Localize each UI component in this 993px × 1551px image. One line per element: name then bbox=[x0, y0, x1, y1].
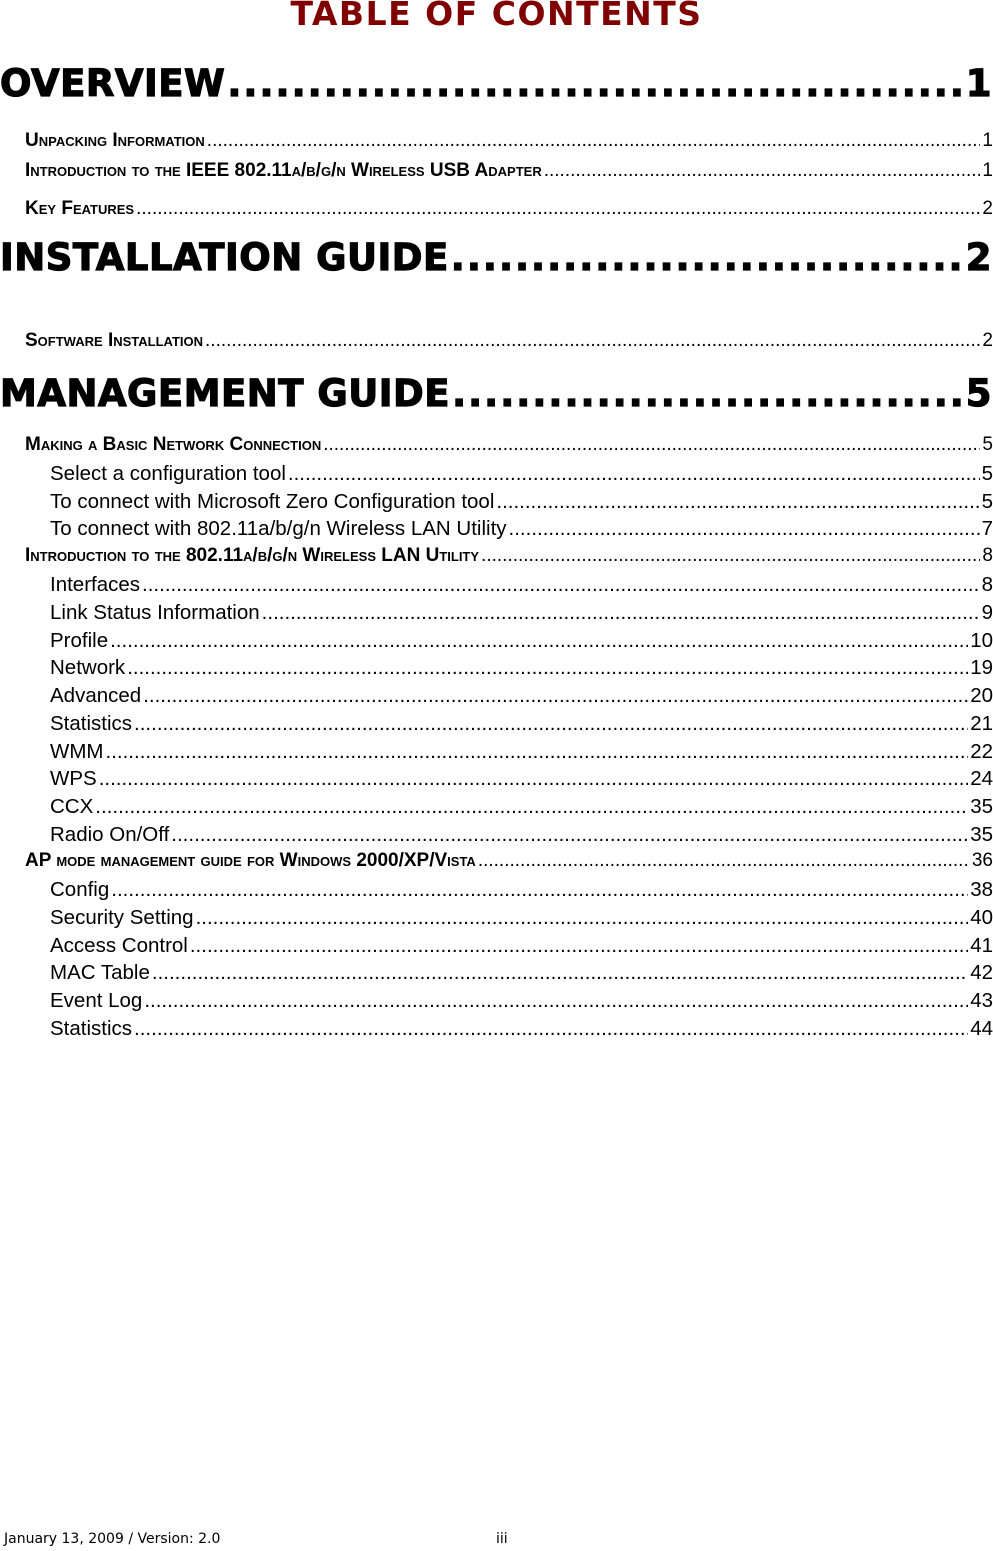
toc-entry-label: Profile bbox=[50, 629, 109, 652]
toc-leader-dots bbox=[111, 878, 968, 902]
toc-entry[interactable] bbox=[25, 330, 993, 354]
toc-entry-label: CCX bbox=[50, 795, 94, 818]
toc-entry[interactable] bbox=[25, 130, 993, 154]
toc-entry[interactable] bbox=[50, 629, 993, 655]
toc-entry-page: 1 bbox=[965, 62, 992, 105]
toc-entry-label: WPS bbox=[50, 767, 97, 790]
toc-entry-label: Network bbox=[50, 656, 126, 679]
toc-entry-page: 5 bbox=[981, 462, 993, 485]
toc-entry-label: Interfaces bbox=[50, 573, 141, 596]
toc-entry-page: 43 bbox=[970, 989, 993, 1012]
toc-leader-dots bbox=[478, 850, 970, 872]
toc-leader-dots bbox=[288, 462, 980, 486]
toc-leader-dots bbox=[110, 629, 968, 653]
toc-entry-label: Select a configuration tool bbox=[50, 462, 286, 485]
toc-entry[interactable] bbox=[50, 1017, 993, 1043]
toc-entry-label: Access Control bbox=[50, 934, 188, 957]
toc-entry-label: INSTALLATION GUIDE bbox=[0, 236, 449, 279]
toc-entry[interactable] bbox=[50, 740, 993, 766]
toc-entry[interactable] bbox=[50, 656, 993, 682]
toc-entry-page: 22 bbox=[970, 740, 993, 763]
toc-entry-page: 7 bbox=[981, 517, 993, 540]
toc-entry-page: 20 bbox=[970, 684, 993, 707]
toc-entry[interactable] bbox=[50, 878, 993, 904]
toc-leader-dots bbox=[207, 130, 981, 152]
toc-entry-page: 40 bbox=[970, 906, 993, 929]
toc-entry-page: 35 bbox=[970, 823, 993, 846]
toc-entry[interactable] bbox=[50, 684, 993, 710]
toc-entry-label: Event Log bbox=[50, 989, 143, 1012]
toc-entry[interactable] bbox=[50, 823, 993, 849]
toc-entry-label: MANAGEMENT GUIDE bbox=[0, 372, 451, 415]
toc-entry-page: 35 bbox=[970, 795, 993, 818]
toc-entry[interactable] bbox=[50, 712, 993, 738]
toc-leader-dots bbox=[142, 573, 980, 597]
toc-entry-page: 5 bbox=[965, 372, 992, 415]
toc-entry[interactable] bbox=[50, 795, 993, 821]
toc-leader-dots bbox=[134, 1017, 968, 1041]
toc-entry-page: 8 bbox=[982, 545, 993, 566]
toc-entry[interactable] bbox=[50, 601, 993, 627]
toc-leader-dots bbox=[205, 330, 980, 352]
toc-leader-dots bbox=[451, 236, 964, 279]
toc-leader-dots bbox=[134, 712, 968, 736]
toc-leader-dots bbox=[544, 160, 981, 182]
toc-leader-dots bbox=[143, 684, 968, 708]
toc-entry[interactable] bbox=[25, 545, 993, 569]
toc-entry[interactable] bbox=[50, 906, 993, 932]
toc-entry-label: WMM bbox=[50, 740, 104, 763]
toc-entry-label: To connect with 802.11a/b/g/n Wireless LAN Utility bbox=[50, 517, 507, 540]
toc-entry-label: Advanced bbox=[50, 684, 142, 707]
toc-entry[interactable] bbox=[25, 434, 993, 458]
toc-entry-page: 44 bbox=[970, 1017, 993, 1040]
toc-leader-dots bbox=[262, 601, 980, 625]
toc-leader-dots bbox=[136, 198, 980, 220]
toc-entry-page: 1 bbox=[982, 130, 993, 151]
toc-leader-dots bbox=[95, 795, 968, 819]
toc-entry[interactable] bbox=[0, 236, 992, 286]
toc-leader-dots bbox=[152, 961, 968, 985]
toc-entry-page: 42 bbox=[970, 961, 993, 984]
page-title: TABLE OF CONTENTS bbox=[290, 0, 703, 33]
toc-leader-dots bbox=[509, 517, 980, 541]
toc-leader-dots bbox=[190, 934, 968, 958]
toc-entry-label: Unpacking Information bbox=[25, 130, 205, 151]
toc-leader-dots bbox=[99, 767, 968, 791]
toc-entry-page: 9 bbox=[981, 601, 993, 624]
toc-entry-label: MAC Table bbox=[50, 961, 150, 984]
toc-entry-page: 24 bbox=[970, 767, 993, 790]
toc-entry-label: Statistics bbox=[50, 712, 133, 735]
toc-entry[interactable] bbox=[0, 62, 992, 112]
toc-leader-dots bbox=[496, 490, 979, 514]
toc-entry[interactable] bbox=[25, 850, 993, 874]
toc-entry-label: Config bbox=[50, 878, 110, 901]
toc-entry-page: 10 bbox=[970, 629, 993, 652]
toc-entry-label: Introduction to the IEEE 802.11a/b/g/n Wireless USB Adapter bbox=[25, 160, 542, 181]
toc-entry[interactable] bbox=[50, 462, 993, 488]
toc-entry[interactable] bbox=[50, 934, 993, 960]
toc-entry-label: Software Installation bbox=[25, 330, 204, 351]
toc-entry-label: Radio On/Off bbox=[50, 823, 170, 846]
toc-entry-label: Link Status Information bbox=[50, 601, 260, 624]
toc-entry[interactable] bbox=[50, 989, 993, 1015]
footer-page-number: iii bbox=[496, 1531, 508, 1547]
toc-leader-dots bbox=[227, 62, 963, 105]
toc-entry-page: 5 bbox=[982, 434, 993, 455]
toc-entry[interactable] bbox=[50, 767, 993, 793]
toc-entry-label: AP mode management guide for Windows 2000/XP/Vista bbox=[25, 850, 476, 871]
toc-entry-label: Key Features bbox=[25, 198, 135, 219]
toc-entry-page: 8 bbox=[981, 573, 993, 596]
toc-entry[interactable] bbox=[0, 372, 992, 422]
toc-entry-label: To connect with Microsoft Zero Configuration tool bbox=[50, 490, 495, 513]
toc-entry-label: Making a Basic Network Connection bbox=[25, 434, 322, 455]
toc-entry-page: 2 bbox=[965, 236, 992, 279]
toc-entry[interactable] bbox=[50, 517, 993, 543]
toc-entry-label: OVERVIEW bbox=[0, 62, 226, 105]
toc-leader-dots bbox=[106, 740, 969, 764]
toc-entry-label: Statistics bbox=[50, 1017, 133, 1040]
toc-entry-page: 36 bbox=[971, 850, 993, 871]
toc-entry[interactable] bbox=[50, 961, 993, 987]
toc-leader-dots bbox=[144, 989, 968, 1013]
toc-entry-label: Introduction to the 802.11a/b/g/n Wireless LAN Utility bbox=[25, 545, 480, 566]
toc-leader-dots bbox=[323, 434, 980, 456]
toc-leader-dots bbox=[196, 906, 969, 930]
footer-date-version: January 13, 2009 / Version: 2.0 bbox=[4, 1531, 221, 1547]
toc-entry-page: 19 bbox=[970, 656, 993, 679]
toc-leader-dots bbox=[127, 656, 968, 680]
toc-entry[interactable] bbox=[25, 198, 993, 222]
toc-entry-page: 2 bbox=[982, 330, 993, 351]
toc-leader-dots bbox=[481, 545, 980, 567]
toc-entry-page: 21 bbox=[970, 712, 993, 735]
toc-entry[interactable] bbox=[50, 573, 993, 599]
toc-entry-page: 2 bbox=[982, 198, 993, 219]
toc-entry[interactable] bbox=[50, 490, 993, 516]
toc-entry[interactable] bbox=[25, 160, 993, 184]
toc-leader-dots bbox=[452, 372, 964, 415]
toc-entry-page: 1 bbox=[982, 160, 993, 181]
toc-entry-label: Security Setting bbox=[50, 906, 194, 929]
toc-entry-page: 5 bbox=[981, 490, 993, 513]
toc-entry-page: 41 bbox=[970, 934, 993, 957]
toc-entry-page: 38 bbox=[970, 878, 993, 901]
toc-leader-dots bbox=[171, 823, 968, 847]
